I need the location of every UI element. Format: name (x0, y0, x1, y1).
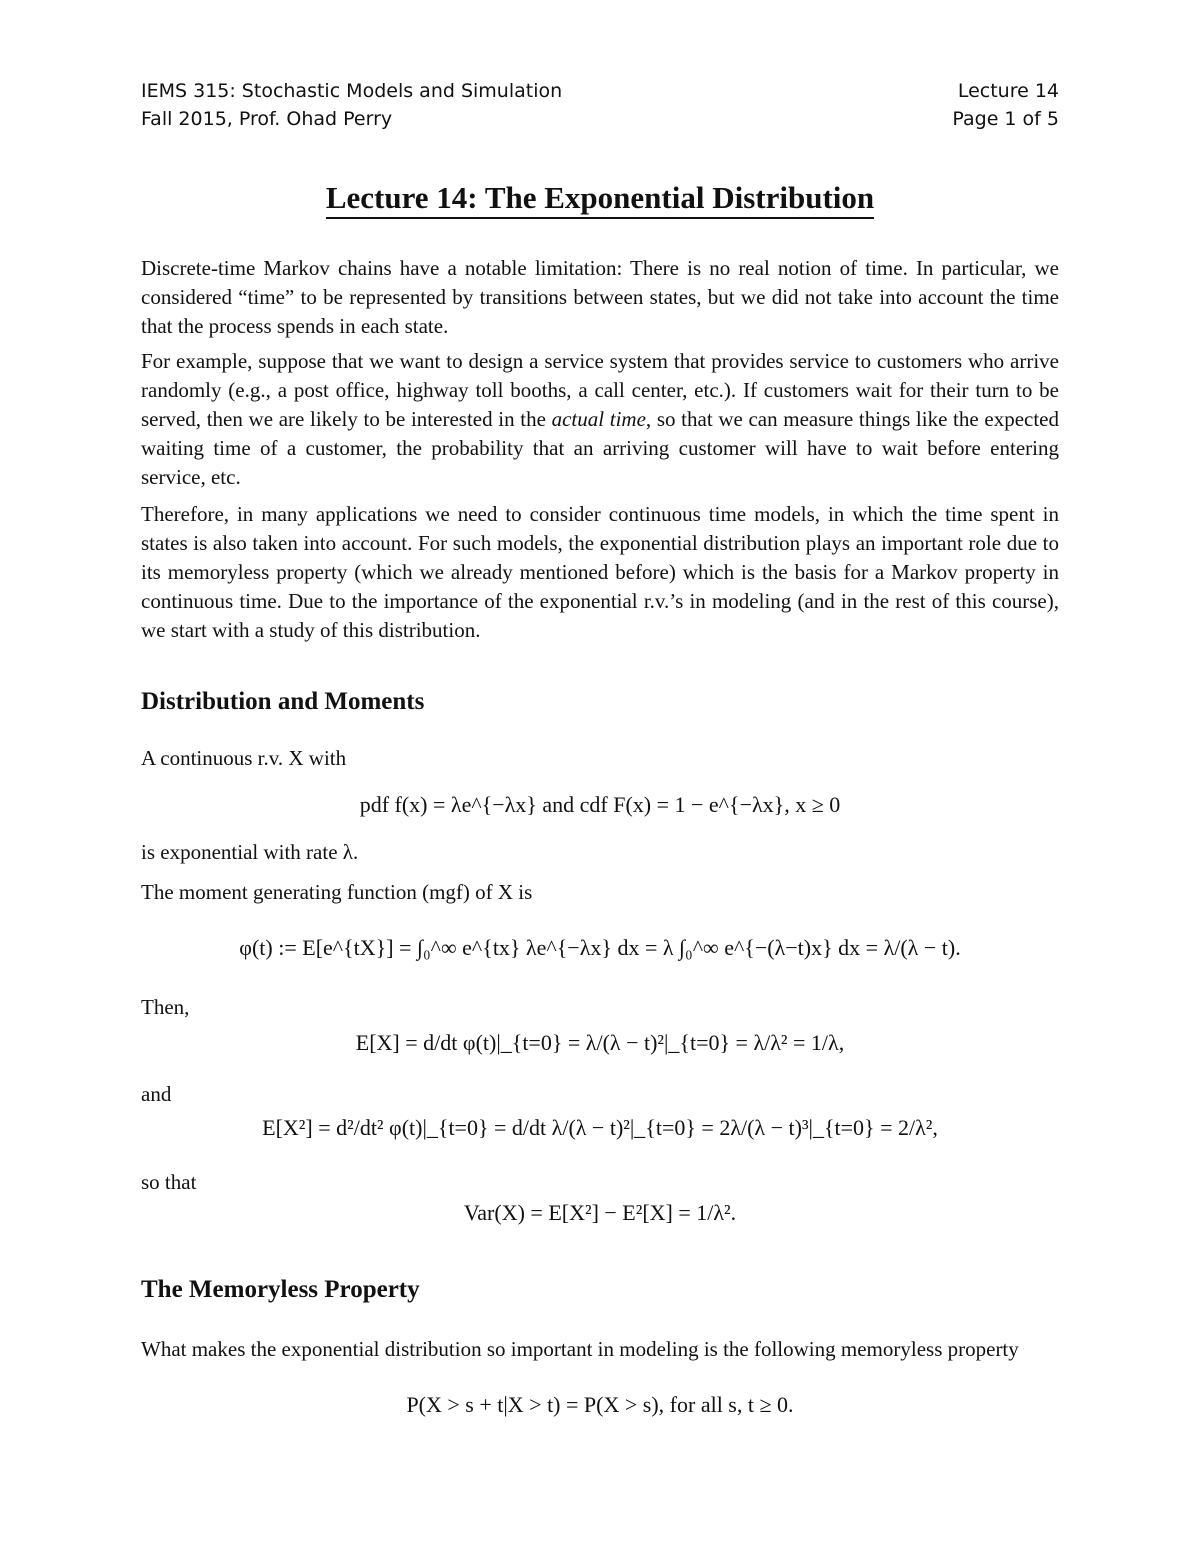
equation-second-moment: E[X²] = d²/dt² φ(t)|_{t=0} = d/dt λ/(λ − t)²|_{t=0} = 2λ/(λ − t)³|_{t=0} = 2/λ², (262, 1115, 938, 1140)
emphasis-actual-time: actual time (551, 407, 646, 431)
term-instructor: Fall 2015, Prof. Ohad Perry (141, 108, 393, 130)
lecture-title-block (0, 180, 1200, 216)
intro-paragraph-1: Discrete-time Markov chains have a notable limitation: There is no real notion of time. In particular, we considered “time” to be represented by transitions between states, but we did not take into account the time that the process spends in each state. (141, 256, 1059, 338)
lecture-number: Lecture 14 (957, 80, 1059, 102)
equation-variance: Var(X) = E[X²] − E²[X] = 1/λ². (463, 1200, 737, 1225)
memoryless-paragraph: What makes the exponential distribution so important in modeling is the following memoryless property (141, 1337, 1019, 1361)
text-so-that: so that (141, 1170, 197, 1194)
text-continuous-rv: A continuous r.v. X with (141, 746, 347, 770)
text-then: Then, (141, 995, 190, 1019)
text-and: and (141, 1082, 172, 1106)
equation-memoryless: P(X > s + t|X > t) = P(X > s), for all s, t ≥ 0. (406, 1392, 794, 1417)
intro-paragraph-2: For example, suppose that we want to design a service system that provides service to customers who arrive randomly (e.g., a post office, highway toll booths, a call center, etc.). If customers wait for their turn to be served, then we are likely to be interested in the actual time, so that we can measure things like the expected waiting time of a customer, the probability that an arriving customer will have to wait before entering service, etc. (141, 349, 1059, 489)
text-mgf-intro: The moment generating function (mgf) of X is (141, 880, 533, 904)
intro-paragraph-3: Therefore, in many applications we need to consider continuous time models, in which the time spent in states is also taken into account. For such models, the exponential distribution plays an important role due to its memoryless property (which we already mentioned before) which is the basis for a Markov property in continuous time. Due to the importance of the exponential r.v.’s in modeling (and in the rest of this course), we start with a study of this distribution. (141, 502, 1059, 642)
equation-mgf: φ(t) := E[e^{tX}] = ∫₀^∞ e^{tx} λe^{−λx} dx = λ ∫₀^∞ e^{−(λ−t)x} dx = λ/(λ − t). (239, 935, 961, 960)
section-heading-memoryless: The Memoryless Property (141, 1276, 420, 1303)
course-name: IEMS 315: Stochastic Models and Simulation (141, 80, 563, 102)
text-exponential-rate: is exponential with rate λ. (141, 840, 359, 864)
equation-expectation: E[X] = d/dt φ(t)|_{t=0} = λ/(λ − t)²|_{t=0} = λ/λ² = 1/λ, (355, 1030, 845, 1055)
lecture-title: Lecture 14: The Exponential Distribution (326, 180, 874, 219)
page-number: Page 1 of 5 (952, 108, 1059, 130)
equation-pdf-cdf: pdf f(x) = λe^{−λx} and cdf F(x) = 1 − e^{−λx}, x ≥ 0 (359, 792, 841, 817)
section-heading-distribution: Distribution and Moments (141, 688, 425, 715)
